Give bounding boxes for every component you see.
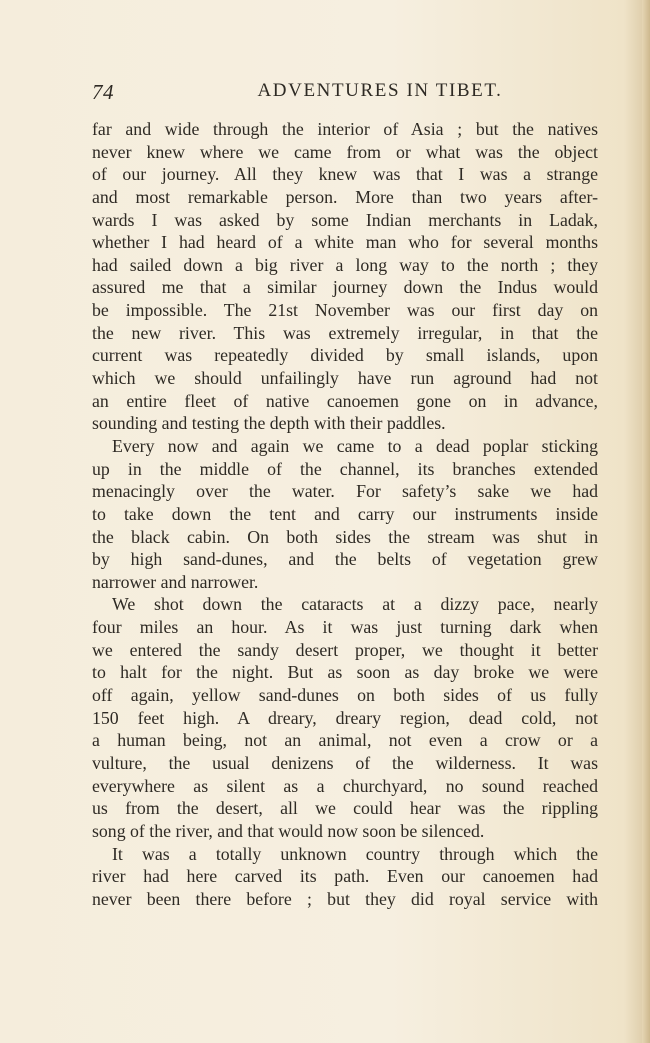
text-line: us from the desert, all we could hear was the rippling xyxy=(92,798,598,819)
text-line: a human being, not an animal, not even a crow or a xyxy=(92,730,598,751)
text-line: to take down the tent and carry our instruments inside xyxy=(92,503,598,524)
body-text xyxy=(92,118,598,910)
text-line: song of the river, and that would now soon be silenced. xyxy=(92,820,485,841)
running-title: ADVENTURES IN TIBET. xyxy=(257,80,503,101)
text-line: never knew where we came from or what was the object xyxy=(92,141,598,162)
text-line: the new river. This was extremely irregular, in that the xyxy=(92,322,598,343)
text-line: and most remarkable person. More than two years after- xyxy=(92,186,598,207)
text-line: which we should unfailingly have run aground had not xyxy=(92,368,598,389)
text-line: four miles an hour. As it was just turning dark when xyxy=(92,617,598,638)
text-line: off again, yellow sand-dunes on both sides of us fully xyxy=(92,685,598,706)
text-line: never been there before ; but they did royal service with xyxy=(92,888,598,909)
text-line: narrower and narrower. xyxy=(92,571,259,592)
text-line: It was a totally unknown country through which the xyxy=(112,843,598,864)
text-line: everywhere as silent as a churchyard, no sound reached xyxy=(92,775,598,796)
page-edge xyxy=(642,0,650,1043)
text-line: assured me that a similar journey down the Indus would xyxy=(92,277,598,298)
page-header xyxy=(92,80,598,110)
text-line: 150 feet high. A dreary, dreary region, dead cold, not xyxy=(92,707,598,728)
page-number: 74 xyxy=(92,80,114,104)
text-line: to halt for the night. But as soon as day broke we were xyxy=(92,662,598,683)
text-line: had sailed down a big river a long way to the north ; they xyxy=(92,254,598,275)
text-line: wards I was asked by some Indian merchants in Ladak, xyxy=(92,209,598,230)
text-line: up in the middle of the channel, its branches extended xyxy=(92,458,598,479)
text-line: vulture, the usual denizens of the wilderness. It was xyxy=(92,752,598,773)
text-line: far and wide through the interior of Asia ; but the natives xyxy=(92,119,598,139)
text-line: river had here carved its path. Even our canoemen had xyxy=(92,866,598,887)
text-line: menacingly over the water. For safety’s sake we had xyxy=(92,481,598,502)
text-line: we entered the sandy desert proper, we thought it better xyxy=(92,639,598,660)
text-line: of our journey. All they knew was that I was a strange xyxy=(92,164,598,185)
text-line: We shot down the cataracts at a dizzy pace, nearly xyxy=(112,594,598,615)
text-line: by high sand-dunes, and the belts of vegetation grew xyxy=(92,549,598,570)
text-line: Every now and again we came to a dead poplar sticking xyxy=(112,435,598,456)
text-line: current was repeatedly divided by small islands, upon xyxy=(92,345,598,366)
text-line: an entire fleet of native canoemen gone on in advance, xyxy=(92,390,598,411)
text-line: be impossible. The 21st November was our first day on xyxy=(92,300,598,321)
text-line: whether I had heard of a white man who for several months xyxy=(92,232,598,253)
text-line: the black cabin. On both sides the stream was shut in xyxy=(92,526,598,547)
text-line: sounding and testing the depth with their paddles. xyxy=(92,413,446,434)
